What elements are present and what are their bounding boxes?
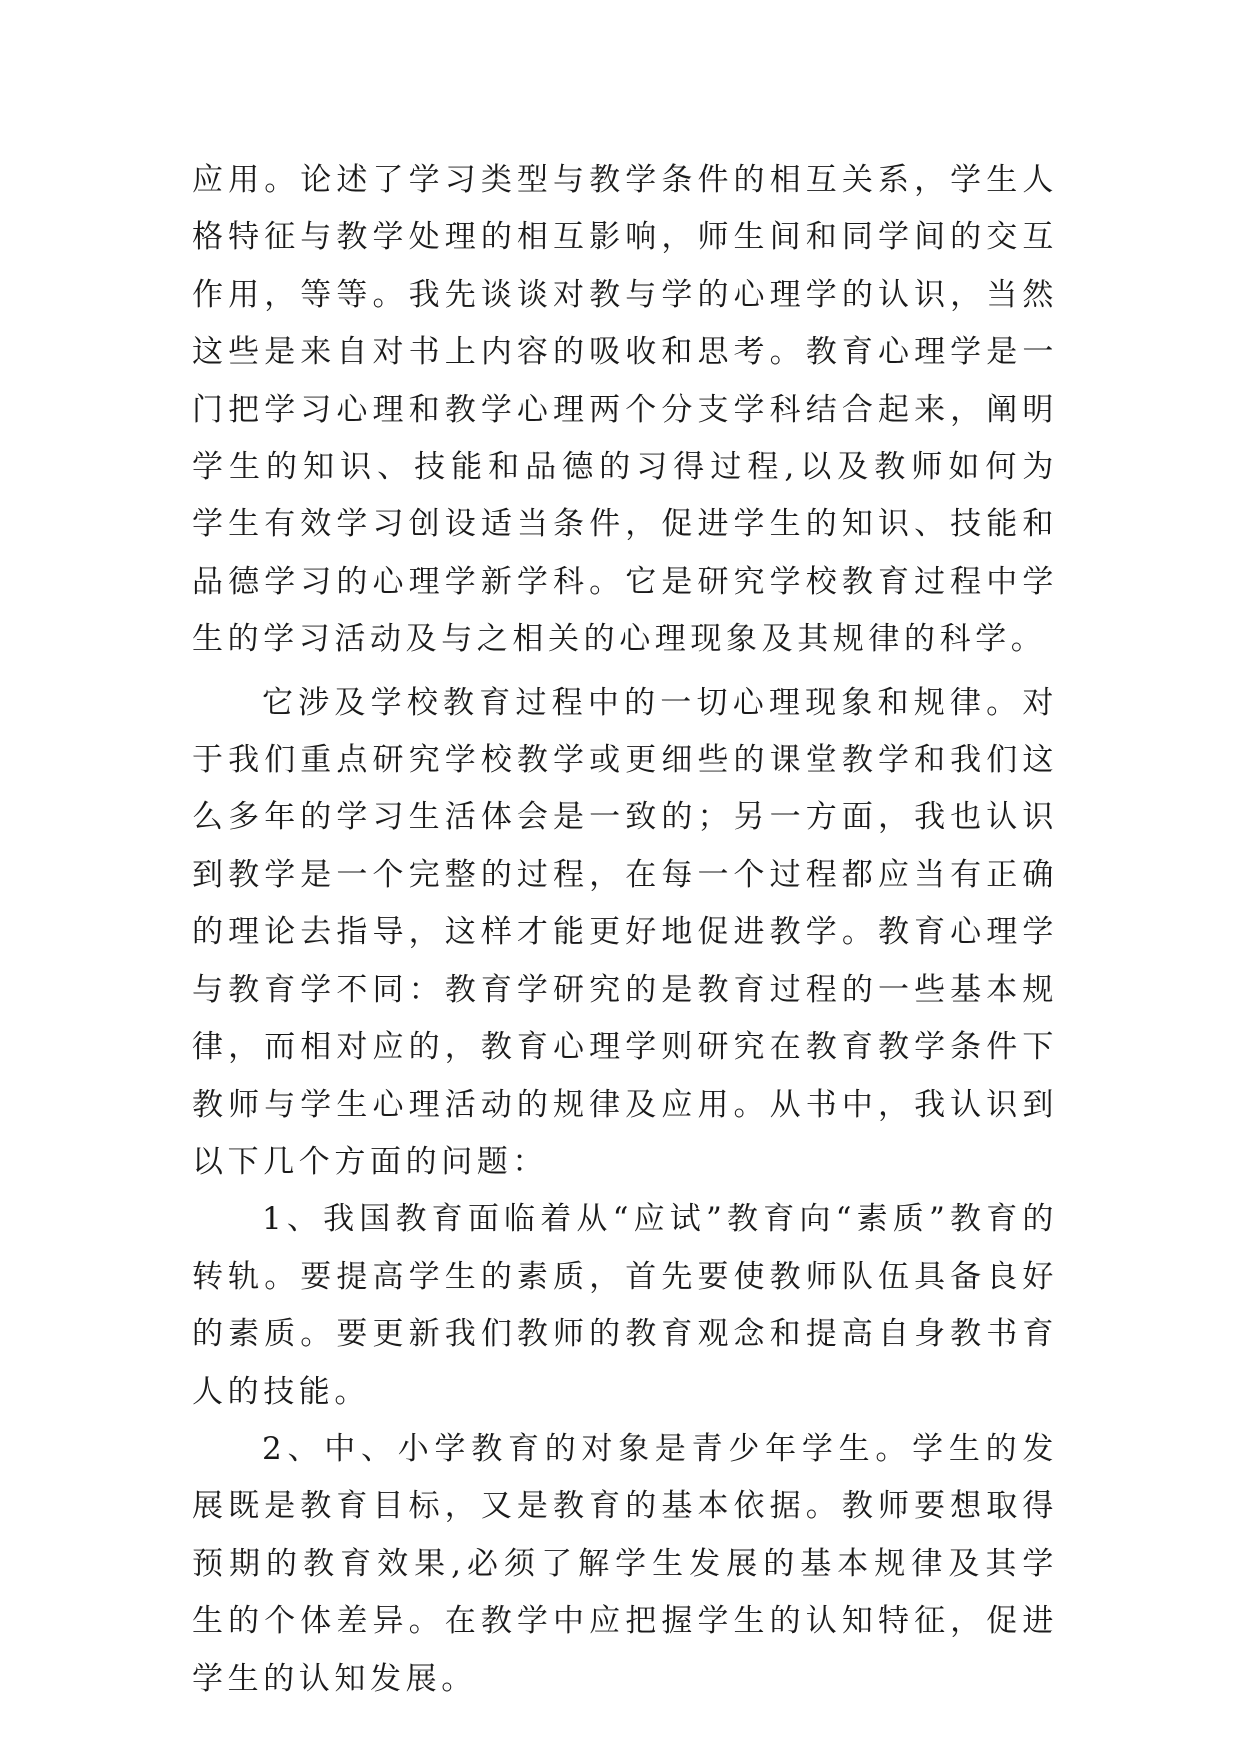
paragraph-2: 它涉及学校教育过程中的一切心理现象和规律。对于我们重点研究学校教学或更细些的课堂教学和我们这么多年的学习生活体会是一致的；另一方面，我也认识到教学是一个完整的过程，在每一个过程都应当有正确的理论去指导，这样才能更好地促进教学。教育心理学与教育学不同：教育学研究的是教育过程的一些基本规律，而相对应的，教育心理学则研究在教育教学条件下教师与学生心理活动的规律及应用。从书中，我认识到以下几个方面的问题： [192, 684, 1058, 1180]
paragraph-3: 1、我国教育面临着从“应试”教育向“素质”教育的转轨。要提高学生的素质，首先要使教师队伍具备良好的素质。要更新我们教师的教育观念和提高自身教书育人的技能。 [192, 1201, 1058, 1410]
document-body [192, 152, 1058, 1708]
paragraph-4: 2、中、小学教育的对象是青少年学生。学生的发展既是教育目标，又是教育的基本依据。教师要想取得预期的教育效果,必须了解学生发展的基本规律及其学生的个体差异。在教学中应把握学生的认知特征，促进学生的认知发展。 [192, 1430, 1058, 1697]
paragraph-1: 应用。论述了学习类型与教学条件的相互关系，学生人格特征与教学处理的相互影响，师生间和同学间的交互作用，等等。我先谈谈对教与学的心理学的认识，当然这些是来自对书上内容的吸收和思考。教育心理学是一门把学习心理和教学心理两个分支学科结合起来，阐明学生的知识、技能和品德的习得过程,以及教师如何为学生有效学习创设适当条件，促进学生的知识、技能和品德学习的心理学新学科。它是研究学校教育过程中学生的学习活动及与之相关的心理现象及其规律的科学。 [192, 162, 1058, 658]
